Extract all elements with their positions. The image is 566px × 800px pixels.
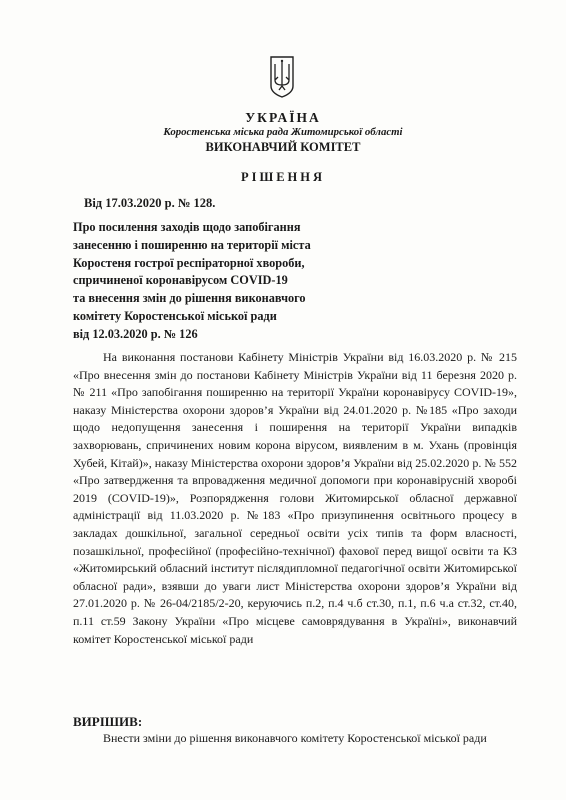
country-title: УКРАЇНА xyxy=(245,110,321,125)
resolution-heading: ВИРІШИВ: xyxy=(73,714,143,729)
trident-coat-of-arms-icon xyxy=(269,56,295,98)
subject-line: Коростеня гострої респіраторної хвороби, xyxy=(73,255,305,270)
decree-subject xyxy=(73,219,373,344)
subject-line: Про посилення заходів щодо запобігання xyxy=(73,220,301,234)
subject-line: від 12.03.2020 р. № 126 xyxy=(73,326,198,341)
subject-line: занесенню і поширенню на території міста xyxy=(73,237,311,252)
subject-line: спричиненої коронавірусом COVID-19 xyxy=(73,273,288,288)
document-type: РІШЕННЯ xyxy=(240,170,326,184)
resolution-item: Внести зміни до рішення виконавчого комітету Коростенської міської ради xyxy=(103,731,487,745)
subject-line: та внесення змін до рішення виконавчого xyxy=(73,291,306,306)
preamble-paragraph: На виконання постанови Кабінету Міністрів України від 16.03.2020 р. № 215 «Про внесення змін до постанови Кабінету Міністрів України від 11 березня 2020 р. № 211 «Про запобігання поширенню на території України коронавірусу COVID-19», наказу Міністерства охорони здоров’я України від 24.01.2020 р. №185 «Про заходи щодо недопущення занесення і поширення на території України випадків захворювань, спричинених новим корона вірусом, виявленим в м. Ухань (провінція Хубей, Кітай)», наказу Міністерства охорони здоров’я України від 25.02.2020 р. № 552 «Про затвердження та впровадження медичної допомоги при коронавірусній хворобі 2019 (COVID-19)», Розпорядження голови Житомирської обласної державної адміністрації від 11.03.2020 р. №183 «Про призупинення освітнього процесу в закладах дошкільної, загальної середньої освіти усіх типів та форм власності, позашкільної, професійної (професійно-технічної) фахової перед вищої освіти та КЗ «Житомирський обласний інститут післядипломної педагогічної освіти Житомирської обласної ради», взявши до уваги лист Міністерства охорони здоров’я України від 27.01.2020 р. № 26-04/2185/2-20, керуючись п.2, п.4 ч.б ст.30, п.1, п.6 ч.а ст.32, ст.40, п.11 ст.59 Закону України «Про місцеве самоврядування в Україні», виконавчий комітет Коростенської міської ради xyxy=(73,350,517,646)
committee-name: ВИКОНАВЧИЙ КОМІТЕТ xyxy=(205,140,361,154)
subject-line: комітету Коростенської міської ради xyxy=(73,308,277,323)
council-name: Коростенська міська рада Житомирської області xyxy=(163,126,403,138)
decree-number: Від 17.03.2020 р. № 128. xyxy=(84,196,216,210)
